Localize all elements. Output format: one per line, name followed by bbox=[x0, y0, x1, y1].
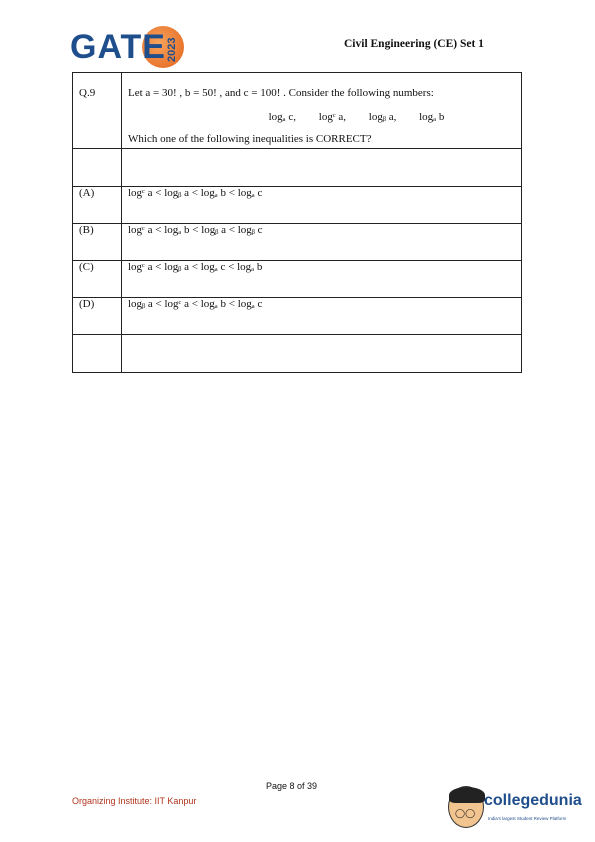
question-table bbox=[72, 72, 522, 373]
page-number: Page 8 of 39 bbox=[266, 781, 318, 791]
option-text: logᶜ a < logᵦ a < logₐ c < logₐ b bbox=[122, 261, 522, 298]
logo-year: 2023 bbox=[166, 37, 178, 62]
organizing-institute: Organizing Institute: IIT Kanpur bbox=[72, 796, 197, 806]
option-label: (B) bbox=[73, 224, 122, 261]
log-expression-2: logᶜ a, bbox=[318, 111, 347, 123]
brand-name: collegedunia bbox=[484, 792, 582, 809]
question-stem-cell bbox=[122, 73, 522, 149]
collegedunia-logo bbox=[448, 782, 590, 834]
option-text: logᶜ a < logᵦ a < logₐ b < logₐ c bbox=[122, 187, 522, 224]
question-number: Q.9 bbox=[73, 73, 122, 149]
log-expression-1: logₐ c, bbox=[268, 111, 297, 123]
option-text: logᵦ a < logᶜ a < logₐ b < logₐ c bbox=[122, 298, 522, 335]
gate-2023-logo bbox=[70, 24, 190, 72]
option-row bbox=[73, 261, 522, 298]
log-expressions bbox=[198, 111, 515, 123]
option-row bbox=[73, 298, 522, 335]
option-label: (A) bbox=[73, 187, 122, 224]
option-text: logᶜ a < logₐ b < logᵦ a < logᵦ c bbox=[122, 224, 522, 261]
question-prompt: Which one of the following inequalities is CORRECT? bbox=[128, 133, 372, 145]
option-label: (C) bbox=[73, 261, 122, 298]
log-expression-3: logᵦ a, bbox=[368, 111, 397, 123]
blank-row bbox=[73, 149, 522, 187]
mascot-icon: ◯◯ bbox=[448, 786, 484, 828]
brand-tagline: India's largest Student Review Platform bbox=[488, 816, 567, 821]
log-expression-4: logₐ b bbox=[419, 111, 445, 123]
option-label: (D) bbox=[73, 298, 122, 335]
logo-text: GATE bbox=[70, 28, 166, 66]
option-row bbox=[73, 187, 522, 224]
blank-row bbox=[73, 335, 522, 373]
paper-title: Civil Engineering (CE) Set 1 bbox=[344, 38, 484, 50]
option-row bbox=[73, 224, 522, 261]
question-stem: Let a = 30! , b = 50! , and c = 100! . Consider the following numbers: bbox=[128, 87, 434, 99]
